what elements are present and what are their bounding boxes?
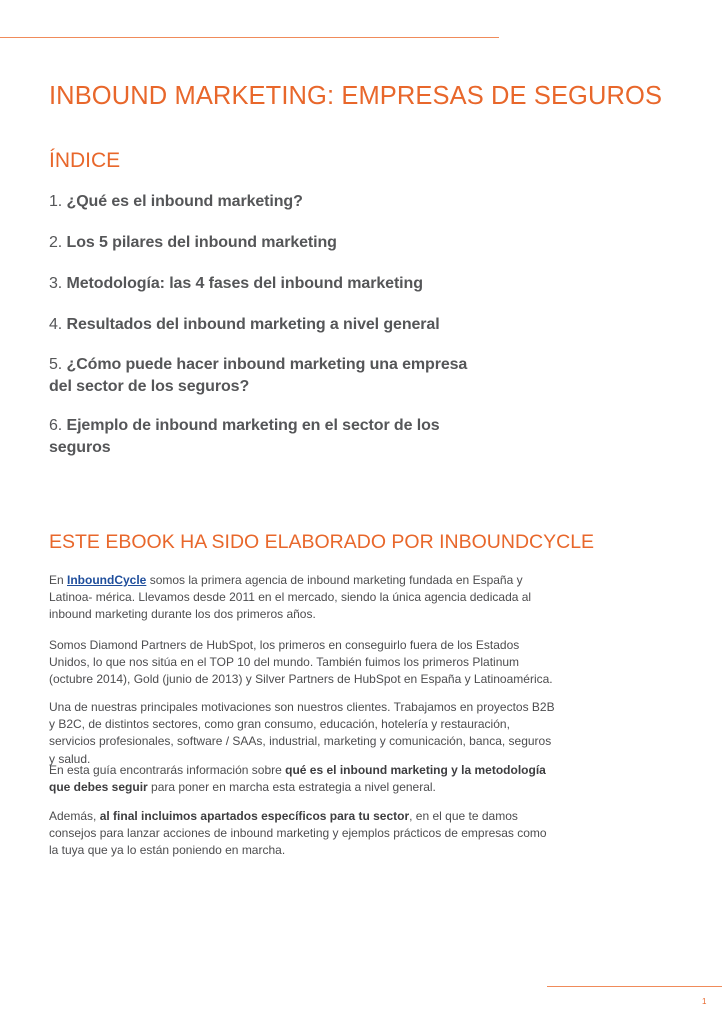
- about-paragraph-4-post: para poner en marcha esta estrategia a nivel general.: [147, 780, 436, 795]
- about-paragraph-4: [49, 762, 559, 796]
- about-paragraph-3: Una de nuestras principales motivaciones son nuestros clientes. Trabajamos en proyectos B2B y B2C, de distintos sectores, como gran consumo, educación, hotelería y restauración, servicios profesionales, software / SAAs, industrial, marketing y comunicación, banca, seguros y salud.: [49, 700, 555, 766]
- page-number: 1: [702, 997, 707, 1006]
- toc-item-number: 3.: [49, 275, 63, 292]
- toc-item-number: 1.: [49, 193, 63, 210]
- about-paragraph-5-bold: al final incluimos apartados específicos para tu sector: [99, 809, 410, 823]
- about-paragraph-5-post: , en el que te damos consejos para lanzar acciones de inbound marketing y ejemplos prácticos de empresas como la tuya que ya lo están poniendo en marcha.: [49, 809, 547, 858]
- toc-item-1[interactable]: [49, 191, 469, 213]
- toc-item-number: 4.: [49, 316, 63, 333]
- toc-item-5[interactable]: [49, 354, 469, 398]
- about-paragraph-5: [49, 808, 559, 860]
- bottom-divider: [547, 986, 722, 987]
- index-heading: ÍNDICE: [49, 149, 121, 172]
- toc-item-text: ¿Cómo puede hacer inbound marketing una empresa del sector de los seguros?: [49, 356, 468, 395]
- toc-item-number: 2.: [49, 234, 63, 251]
- toc-item-text: Los 5 pilares del inbound marketing: [66, 234, 337, 251]
- toc-item-3[interactable]: [49, 273, 469, 295]
- toc-item-4[interactable]: [49, 314, 469, 336]
- toc-item-text: Ejemplo de inbound marketing en el sector de los seguros: [49, 417, 440, 456]
- toc-item-text: ¿Qué es el inbound marketing?: [66, 193, 303, 210]
- author-heading: ESTE EBOOK HA SIDO ELABORADO POR INBOUNDCYCLE: [49, 531, 595, 553]
- about-paragraph-1-pre: En: [49, 573, 68, 587]
- about-paragraph-1-post: somos la primera agencia de inbound marketing fundada en España y Latinoa- mérica. Llevamos desde 2011 en el mercado, siendo la única agencia dedicada al inbound marketing durante los dos primeros años.: [49, 573, 532, 622]
- toc-item-number: 6.: [49, 417, 63, 434]
- toc-item-text: Resultados del inbound marketing a nivel general: [66, 316, 440, 333]
- toc-item-number: 5.: [49, 356, 63, 373]
- toc-item-text: Metodología: las 4 fases del inbound marketing: [66, 275, 423, 292]
- about-paragraph-1: [49, 572, 559, 624]
- top-divider: [0, 37, 499, 38]
- about-paragraph-4-bold: qué es el inbound marketing y la metodología que debes seguir: [49, 763, 546, 795]
- about-paragraph-2: Somos Diamond Partners de HubSpot, los primeros en conseguirlo fuera de los Estados Unidos, lo que nos sitúa en el TOP 10 del mundo. También fuimos los primeros Platinum (octubre 2014), Gold (junio de 2013) y Silver Partners de HubSpot en España y Latinoamérica.: [49, 638, 553, 687]
- inboundcycle-link[interactable]: InboundCycle: [67, 573, 147, 587]
- toc-item-6[interactable]: [49, 415, 469, 459]
- about-paragraph-4-pre: En esta guía encontrarás información sobre: [49, 763, 286, 777]
- toc-item-2[interactable]: [49, 232, 469, 254]
- about-paragraph-5-pre: Además,: [49, 809, 100, 823]
- document-title: INBOUND MARKETING: EMPRESAS DE SEGUROS: [49, 82, 663, 110]
